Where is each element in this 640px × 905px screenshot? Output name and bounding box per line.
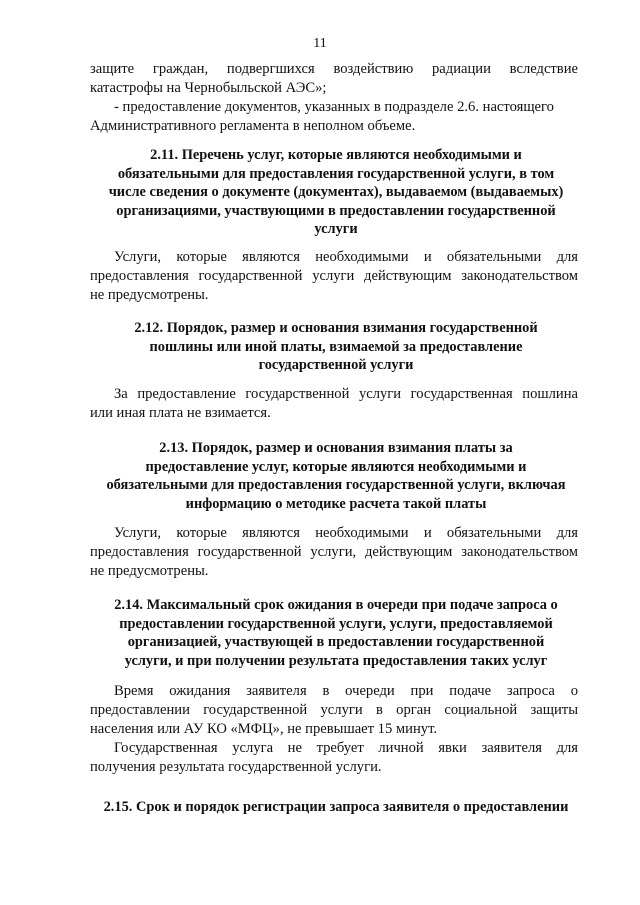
intro-paragraph: [90, 60, 578, 136]
section-2-15-heading: [90, 798, 582, 817]
paragraph-line: получения результата государственной услуги.: [90, 759, 382, 775]
paragraph-line: Государственная услуга не требует личной явки заявителя для: [114, 740, 578, 756]
section-2-11-heading: [92, 146, 580, 239]
heading-line: обязательными для предоставления государственной услуги, в том: [117, 165, 555, 182]
heading-line: государственной услуги: [258, 357, 414, 373]
heading-line: организациями, участвующими в предоставлении государственной: [116, 202, 556, 219]
intro-line-1: защите граждан, подвергшихся воздействию радиации вследствие: [90, 61, 578, 77]
paragraph-line: не предусмотрены.: [90, 287, 209, 303]
heading-line: услуги, и при получении результата предоставления таких услуг: [124, 652, 548, 669]
paragraph-line: населения или АУ КО «МФЦ», не превышает 15 минут.: [90, 721, 438, 737]
section-2-12-heading: [92, 319, 580, 375]
paragraph-line: не предусмотрены.: [90, 563, 209, 579]
heading-line: предоставлении государственной услуги, услуги, предоставляемой: [119, 615, 553, 632]
section-2-14-paragraph-2: [90, 739, 578, 777]
paragraph-line: предоставления государственной услуги действующим законодательством: [90, 268, 578, 284]
heading-line: 2.15. Срок и порядок регистрации запроса заявителя о предоставлении: [103, 799, 569, 815]
heading-line: обязательными для предоставления государственной услуги, включая: [106, 477, 566, 493]
paragraph-line: Услуги, которые являются необходимыми и обязательными для: [114, 249, 578, 265]
heading-line: 2.14. Максимальный срок ожидания в очереди при подаче запроса о: [114, 597, 558, 613]
intro-line-2: катастрофы на Чернобыльской АЭС»;: [90, 80, 327, 96]
heading-line: 2.11. Перечень услуг, которые являются необходимыми и: [150, 147, 522, 163]
heading-line: числе сведения о документе (документах), выдаваемом (выдаваемых): [108, 184, 564, 200]
paragraph-line: Услуги, которые являются необходимыми и обязательными для: [114, 525, 578, 541]
heading-line: предоставление услуг, которые являются необходимыми и: [145, 458, 527, 475]
paragraph-line: За предоставление государственной услуги государственная пошлина: [114, 386, 578, 402]
heading-line: услуги: [314, 221, 358, 237]
heading-line: 2.12. Порядок, размер и основания взимания государственной: [134, 320, 538, 336]
section-2-14-heading: [90, 596, 582, 670]
heading-line: организацией, участвующей в предоставлении государственной: [127, 634, 545, 650]
section-2-12-paragraph: [90, 385, 578, 423]
paragraph-line: Время ожидания заявителя в очереди при подаче запроса о: [114, 683, 578, 699]
heading-line: пошлины или иной платы, взимаемой за предоставление: [149, 338, 523, 355]
paragraph-line: предоставления государственной услуги, действующим законодательством: [90, 544, 578, 560]
paragraph-line: предоставлении государственной услуги в орган социальной защиты: [90, 702, 578, 718]
page-number: 11: [313, 36, 327, 51]
intro-line-3: - предоставление документов, указанных в подразделе 2.6. настоящего: [114, 99, 554, 115]
section-2-14-paragraph-1: [90, 682, 578, 739]
intro-line-4: Административного регламента в неполном объеме.: [90, 118, 416, 134]
heading-line: информацию о методике расчета такой платы: [185, 495, 487, 512]
section-2-11-paragraph: [90, 248, 578, 305]
section-2-13-heading: [92, 439, 580, 513]
section-2-13-paragraph: [90, 524, 578, 581]
heading-line: 2.13. Порядок, размер и основания взимания платы за: [159, 440, 513, 456]
paragraph-line: или иная плата не взимается.: [90, 405, 271, 421]
